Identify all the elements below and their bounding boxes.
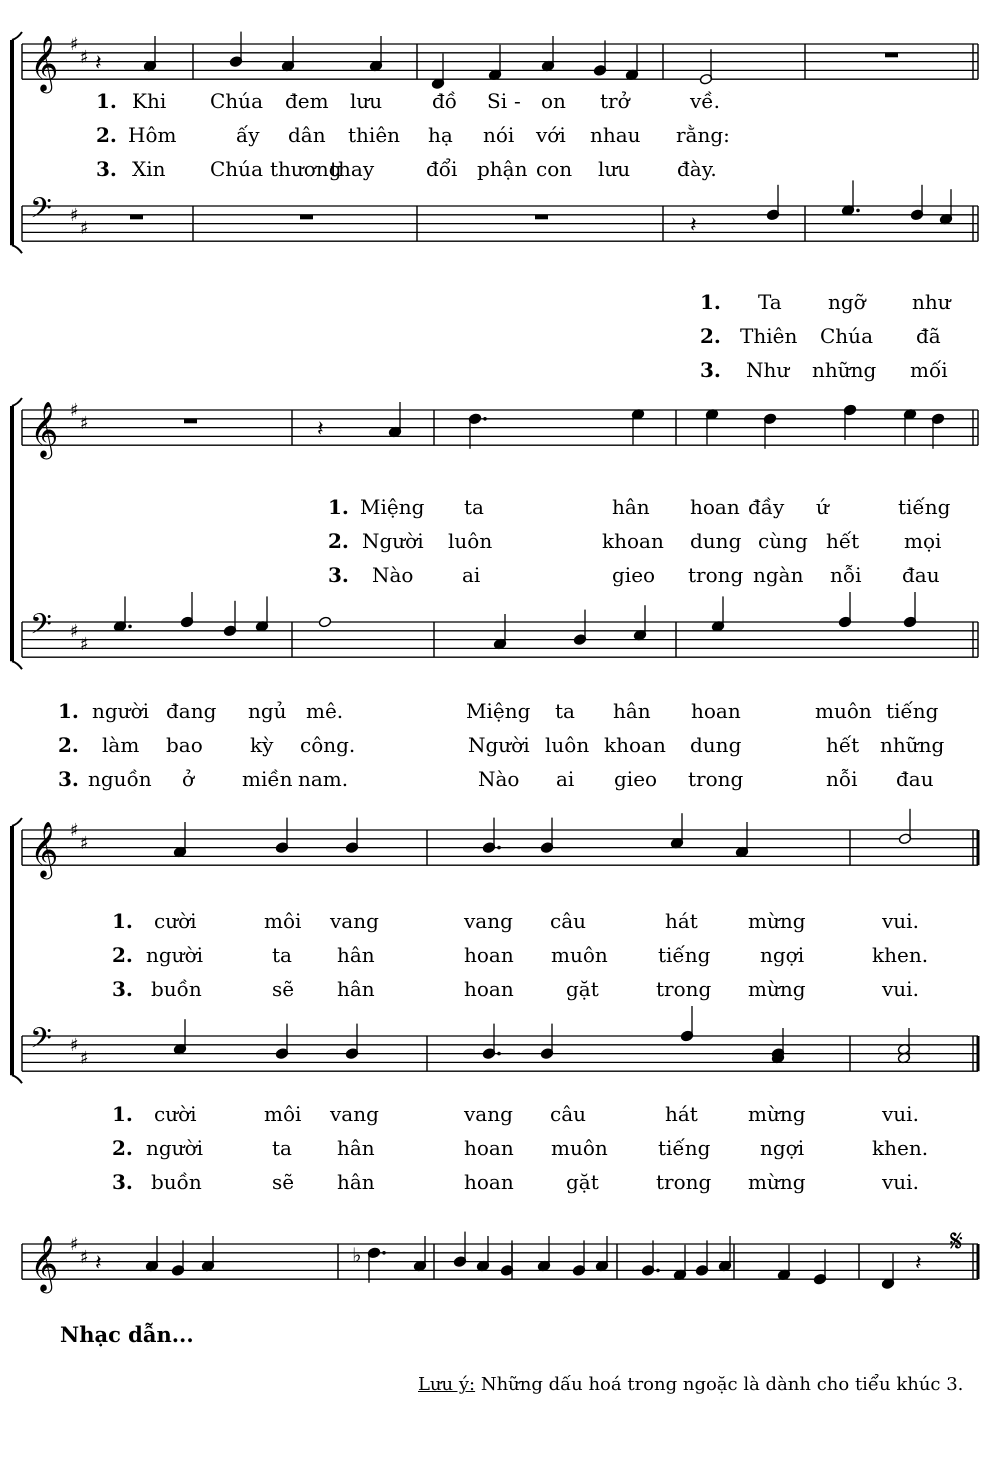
system3-bass-syllable: hân: [337, 1136, 375, 1160]
intro-label: Nhạc dẫn...: [60, 1322, 194, 1347]
system2-bass-syllable: ai: [556, 767, 575, 791]
system3-soprano-syllable: câu: [550, 909, 587, 933]
system3-soprano-syllable: hân: [337, 977, 375, 1001]
whole-rest-icon: [535, 215, 548, 220]
bracket-top: [12, 32, 22, 40]
system2-soprano-syllable: trong: [688, 563, 744, 587]
system1-bass-syllable: Thiên: [740, 324, 798, 348]
sharp-icon: ♯: [80, 1247, 89, 1269]
note-head: [318, 616, 331, 628]
system3-soprano-syllable: buồn: [151, 977, 202, 1001]
system2-bass-syllable: Người: [468, 733, 530, 757]
system3-bass-syllable: hoan: [464, 1170, 514, 1194]
system1-bass-verse-number: 2.: [700, 324, 721, 348]
system2-soprano-verse-number: 2.: [328, 529, 349, 553]
sharp-icon: ♯: [80, 413, 89, 435]
system3-bass-syllable: muôn: [551, 1136, 608, 1160]
system1-bass-syllable: Ta: [758, 290, 782, 314]
whole-rest-icon: [184, 419, 197, 424]
note: [453, 1232, 466, 1268]
system1-soprano-syllable: thương: [270, 157, 342, 181]
system2-soprano-syllable: ai: [462, 563, 481, 587]
note: [898, 809, 911, 845]
note: [633, 605, 646, 641]
staff-lines: [22, 44, 978, 1279]
sharp-icon: ♯: [80, 218, 89, 239]
system1-soprano-syllable: với: [536, 123, 566, 147]
system1-bass-verse-number: 3.: [700, 358, 721, 382]
note: [540, 1024, 553, 1060]
note: [255, 596, 268, 632]
system2-bass-syllable: những: [880, 733, 945, 757]
system2-soprano-syllable: tiếng: [898, 495, 951, 519]
system2-bass-syllable: muôn: [815, 699, 872, 723]
system2-bass-syllable: khoan: [604, 733, 666, 757]
system1-soprano-syllable: đem: [285, 89, 329, 113]
system3-soprano-syllable: vang: [464, 909, 513, 933]
system2-bass-syllable: đau: [896, 767, 934, 791]
bracket-bottom: [12, 1075, 22, 1083]
system1-soprano-syllable: lưu: [598, 157, 631, 181]
system1-soprano-verse-number: 3.: [96, 157, 117, 181]
quarter-rest-icon: 𝄽: [915, 1251, 922, 1276]
clefs: [30, 34, 89, 1293]
system2-bass-syllable: hết: [826, 733, 860, 757]
note: [595, 1236, 608, 1272]
system2-soprano-syllable: ứ: [816, 495, 829, 519]
system2-bass-syllable: hoan: [691, 699, 741, 723]
note: [843, 404, 856, 440]
dot: [483, 417, 487, 421]
note: [413, 1236, 426, 1272]
system3-soprano-syllable: sẽ: [272, 977, 295, 1001]
system3-bass-syllable: trong: [656, 1170, 712, 1194]
system1-soprano-syllable: ấy: [236, 123, 260, 147]
note: [173, 1019, 186, 1055]
system2-soprano-syllable: đau: [902, 563, 940, 587]
sharp-icon: ♯: [70, 620, 79, 642]
system3-soprano-syllable: môi: [264, 909, 302, 933]
note: [711, 596, 724, 632]
system3-soprano-syllable: khen.: [872, 943, 929, 967]
note: [482, 1024, 500, 1060]
system1-soprano-syllable: con: [536, 157, 573, 181]
note: [500, 1240, 513, 1276]
system2-bass-syllable: nỗi: [826, 767, 858, 791]
system3-soprano-syllable: muôn: [551, 943, 608, 967]
system2-bass-syllable: công.: [300, 733, 356, 757]
segno-icon: 𝄋: [950, 1224, 963, 1259]
note: [369, 36, 382, 72]
bass-clef-icon: 𝄢: [30, 191, 52, 232]
note: [367, 1247, 385, 1283]
system1-soprano-syllable: Khi: [132, 89, 167, 113]
system2-bass-syllable: Nào: [478, 767, 520, 791]
sharp-icon: ♯: [80, 47, 89, 69]
system3-bass-syllable: ngợi: [760, 1136, 805, 1160]
dot: [856, 209, 860, 213]
note: [143, 36, 156, 72]
note: [718, 1236, 731, 1272]
note: [939, 189, 952, 225]
system2-soprano-syllable: Người: [362, 529, 424, 553]
system3-bass-syllable: tiếng: [658, 1136, 711, 1160]
system1-soprano-syllable: Hôm: [128, 123, 177, 147]
treble-clef-icon: 𝄞: [30, 821, 59, 878]
system3-soprano-syllable: trong: [656, 977, 712, 1001]
note: [275, 1024, 288, 1060]
bass-clef-icon: 𝄢: [30, 607, 52, 648]
system3-soprano-syllable: hát: [665, 909, 698, 933]
system1-soprano-syllable: hạ: [428, 123, 453, 147]
system2-soprano-syllable: ta: [464, 495, 484, 519]
system2-soprano-syllable: mọi: [904, 529, 942, 553]
sharp-icon: ♯: [80, 833, 89, 855]
system1-soprano-syllable: đồ: [432, 89, 458, 113]
system3-bass-syllable: mừng: [748, 1170, 806, 1194]
system3-bass-syllable: vui.: [882, 1170, 919, 1194]
bracket-bottom: [12, 661, 22, 669]
system2-soprano-syllable: hết: [826, 529, 860, 553]
whole-rest-icon: [130, 215, 143, 220]
note: [931, 413, 944, 449]
sharp-icon: ♯: [70, 400, 79, 421]
system2-soprano-syllable: khoan: [602, 529, 664, 553]
system2-soprano-verse-number: 1.: [328, 495, 349, 519]
system3-soprano-syllable: vui.: [882, 909, 919, 933]
treble-clef-icon: 𝄞: [30, 401, 59, 458]
note: [625, 45, 638, 81]
system1-bass-syllable: Chúa: [820, 324, 873, 348]
system3-bass-verse-number: 3.: [112, 1170, 133, 1194]
system3-soprano-syllable: hân: [337, 943, 375, 967]
note: [180, 592, 193, 628]
note: [345, 818, 358, 854]
system2-bass-verse-number: 2.: [58, 733, 79, 757]
system2-bass-syllable: dung: [690, 733, 742, 757]
note: [345, 1024, 358, 1060]
system3-bass-syllable: mừng: [748, 1102, 806, 1126]
system3-soprano-syllable: vang: [330, 909, 379, 933]
whole-rest-icon: [885, 53, 898, 58]
system3-soprano-syllable: vui.: [882, 977, 919, 1001]
system2-soprano-syllable: Nào: [372, 563, 414, 587]
note: [903, 409, 916, 445]
dot: [382, 1251, 386, 1255]
quarter-rest-icon: 𝄽: [95, 1251, 102, 1276]
system1-soprano-syllable: lưu: [350, 89, 383, 113]
sharp-icon: ♯: [70, 204, 79, 226]
footnote-prefix: Lưu ý:: [418, 1374, 476, 1395]
system3-bass-syllable: sẽ: [272, 1170, 295, 1194]
note: [145, 1236, 158, 1272]
system3-soprano-syllable: cười: [154, 909, 197, 933]
system2-bass-syllable: trong: [688, 767, 744, 791]
system1-bass-syllable: Như: [746, 358, 790, 382]
system1-soprano-syllable: Si: [487, 89, 508, 113]
quarter-rest-icon: 𝄽: [317, 417, 324, 442]
treble-clef-icon: 𝄞: [30, 35, 59, 92]
note: [641, 1240, 659, 1276]
note: [673, 1245, 686, 1281]
system1-bass-syllable: như: [912, 290, 951, 314]
footnote-text: Những dấu hoá trong ngoặc là dành cho tiểu khúc 3.: [475, 1374, 964, 1395]
system2-bass-syllable: nguồn: [88, 767, 152, 791]
note: [903, 592, 916, 628]
system2-bass-syllable: ở: [182, 767, 195, 791]
quarter-rest-icon: 𝄽: [95, 51, 102, 76]
system3-bass-syllable: người: [146, 1136, 204, 1160]
system2-bass-syllable: luôn: [545, 733, 590, 757]
note: [229, 32, 242, 68]
system3-soprano-verse-number: 1.: [112, 909, 133, 933]
system3-bass-syllable: môi: [264, 1102, 302, 1126]
system3-soprano-syllable: mừng: [748, 977, 806, 1001]
system1-bass-syllable: mối: [910, 358, 948, 382]
note: [431, 54, 444, 90]
system1-bass-verse-number: 1.: [700, 290, 721, 314]
system2-bass-verse-number: 3.: [58, 767, 79, 791]
system2-soprano-syllable: hoan: [690, 495, 740, 519]
note: [541, 36, 554, 72]
system3-bass-syllable: vang: [330, 1102, 379, 1126]
system3-bass-syllable: vang: [464, 1102, 513, 1126]
dot: [656, 1269, 660, 1273]
system3-soprano-verse-number: 2.: [112, 943, 133, 967]
system3-bass-verse-number: 1.: [112, 1102, 133, 1126]
system2-soprano-syllable: gieo: [612, 563, 656, 587]
system2-soprano-syllable: ngàn: [753, 563, 804, 587]
sharp-icon: ♯: [70, 1234, 79, 1255]
system2-bass-syllable: Miệng: [466, 699, 531, 723]
note: [735, 822, 748, 858]
system2-soprano-syllable: Miệng: [360, 495, 425, 519]
system2-bass-syllable: người: [92, 699, 150, 723]
system2-bass-syllable: kỳ: [250, 733, 274, 757]
system2-soprano-syllable: nỗi: [830, 563, 862, 587]
note: [476, 1236, 489, 1272]
note: [695, 1240, 708, 1276]
note: [281, 36, 294, 72]
system3-bass-syllable: hoan: [464, 1136, 514, 1160]
note: [201, 1236, 214, 1272]
note: [705, 409, 718, 445]
note: [493, 614, 506, 650]
note: [631, 409, 644, 445]
system3-bass-syllable: buồn: [151, 1170, 202, 1194]
system3-soprano-syllable: hoan: [464, 943, 514, 967]
note: [766, 185, 779, 221]
note: [113, 596, 131, 632]
dot: [497, 846, 501, 850]
system3-bass-syllable: câu: [550, 1102, 587, 1126]
system2-bass-syllable: ta: [555, 699, 575, 723]
note: [540, 818, 553, 854]
sharp-icon: ♯: [80, 634, 89, 655]
system1-soprano-syllable: nhau: [590, 123, 641, 147]
system1-soprano-verse-number: 2.: [96, 123, 117, 147]
system2-bass-verse-number: 1.: [58, 699, 79, 723]
system2-soprano-syllable: cùng: [758, 529, 808, 553]
system3-bass-syllable: hát: [665, 1102, 698, 1126]
system2-soprano-verse-number: 3.: [328, 563, 349, 587]
system2-bass-syllable: ngủ: [248, 699, 287, 723]
system1-soprano-syllable: đổi: [426, 157, 458, 181]
system1-soprano-syllable: -: [514, 89, 521, 113]
system2-soprano-syllable: dung: [690, 529, 742, 553]
system2-bass-syllable: gieo: [614, 767, 658, 791]
system1-bass-syllable: ngỡ: [828, 290, 866, 314]
system3-bass-syllable: cười: [154, 1102, 197, 1126]
footnote: [418, 1374, 963, 1395]
system3-soprano-syllable: ngợi: [760, 943, 805, 967]
system3-soprano-syllable: người: [146, 943, 204, 967]
note: [388, 402, 401, 438]
bracket-bottom: [12, 245, 22, 253]
note: [171, 1240, 184, 1276]
system3-soprano-syllable: gặt: [566, 977, 599, 1001]
flat-icon: ♭: [352, 1243, 362, 1268]
system1-soprano-syllable: nói: [483, 123, 515, 147]
system2-bass-syllable: tiếng: [886, 699, 939, 723]
system2-bass-syllable: nam.: [298, 767, 349, 791]
note: [763, 413, 776, 449]
system3-bass-syllable: gặt: [566, 1170, 599, 1194]
whole-rest-icon: [300, 215, 313, 220]
note: [881, 1254, 894, 1290]
note: [468, 413, 486, 449]
system1-soprano-syllable: phận: [477, 157, 528, 181]
system1-soprano-syllable: Chúa: [210, 89, 263, 113]
note: [482, 818, 500, 854]
system3-soprano-syllable: mừng: [748, 909, 806, 933]
system2-soprano-syllable: hân: [612, 495, 650, 519]
note: [670, 813, 683, 849]
note: [838, 592, 851, 628]
dot: [128, 625, 132, 629]
system1-soprano-syllable: trở: [600, 89, 630, 113]
system3-soprano-syllable: hoan: [464, 977, 514, 1001]
sharp-icon: ♯: [80, 1048, 89, 1069]
quarter-rest-icon: 𝄽: [690, 213, 697, 238]
bracket-top: [12, 818, 22, 826]
system1-bass-syllable: những: [812, 358, 877, 382]
system2-bass-syllable: miền: [242, 767, 293, 791]
system3-bass-syllable: hân: [337, 1170, 375, 1194]
system2-bass-syllable: hân: [613, 699, 651, 723]
system3-soprano-verse-number: 3.: [112, 977, 133, 1001]
system1-soprano-syllable: rằng:: [676, 123, 730, 147]
system1-soprano-syllable: Chúa: [210, 157, 263, 181]
system1-bass-syllable: đã: [916, 324, 941, 348]
system3-soprano-syllable: tiếng: [658, 943, 711, 967]
system2-soprano-syllable: đầy: [748, 495, 785, 519]
bracket-top: [12, 398, 22, 406]
system1-soprano-syllable: on: [541, 89, 566, 113]
system2-soprano-syllable: luôn: [448, 529, 493, 553]
notes: [95, 32, 953, 1290]
note: [593, 40, 606, 76]
note: [275, 818, 288, 854]
system1-soprano-syllable: về.: [690, 89, 720, 113]
system1-soprano-syllable: thiên: [348, 123, 401, 147]
system1-soprano-syllable: thay: [330, 157, 375, 181]
bass-clef-icon: 𝄢: [30, 1021, 52, 1062]
sharp-icon: ♯: [70, 34, 79, 55]
system3-soprano-syllable: ta: [272, 943, 292, 967]
note: [841, 180, 859, 216]
system3-bass-syllable: ta: [272, 1136, 292, 1160]
system2-bass-syllable: mê.: [306, 699, 344, 723]
barlines: [22, 44, 978, 1279]
system1-soprano-syllable: Xin: [132, 157, 166, 181]
sharp-icon: ♯: [70, 820, 79, 841]
system3-bass-verse-number: 2.: [112, 1136, 133, 1160]
system1-soprano-verse-number: 1.: [96, 89, 117, 113]
treble-clef-icon: 𝄞: [30, 1235, 59, 1292]
note: [537, 1236, 550, 1272]
note: [318, 616, 331, 628]
system-brackets: [12, 32, 22, 1083]
system3-bass-syllable: vui.: [882, 1102, 919, 1126]
system2-bass-syllable: làm: [102, 733, 140, 757]
system2-bass-syllable: bao: [166, 733, 203, 757]
note: [223, 601, 236, 637]
note: [699, 49, 712, 85]
note: [488, 45, 501, 81]
note: [813, 1249, 826, 1285]
note: [573, 610, 586, 646]
note: [680, 1006, 693, 1042]
note: [777, 1245, 790, 1281]
system2-bass-syllable: đang: [166, 699, 217, 723]
sharp-icon: ♯: [70, 1034, 79, 1056]
note: [173, 822, 186, 858]
note: [572, 1240, 585, 1276]
dot: [497, 1052, 501, 1056]
note: [910, 185, 923, 221]
system3-bass-syllable: khen.: [872, 1136, 929, 1160]
system1-soprano-syllable: đày.: [677, 157, 717, 181]
system1-soprano-syllable: dân: [288, 123, 326, 147]
